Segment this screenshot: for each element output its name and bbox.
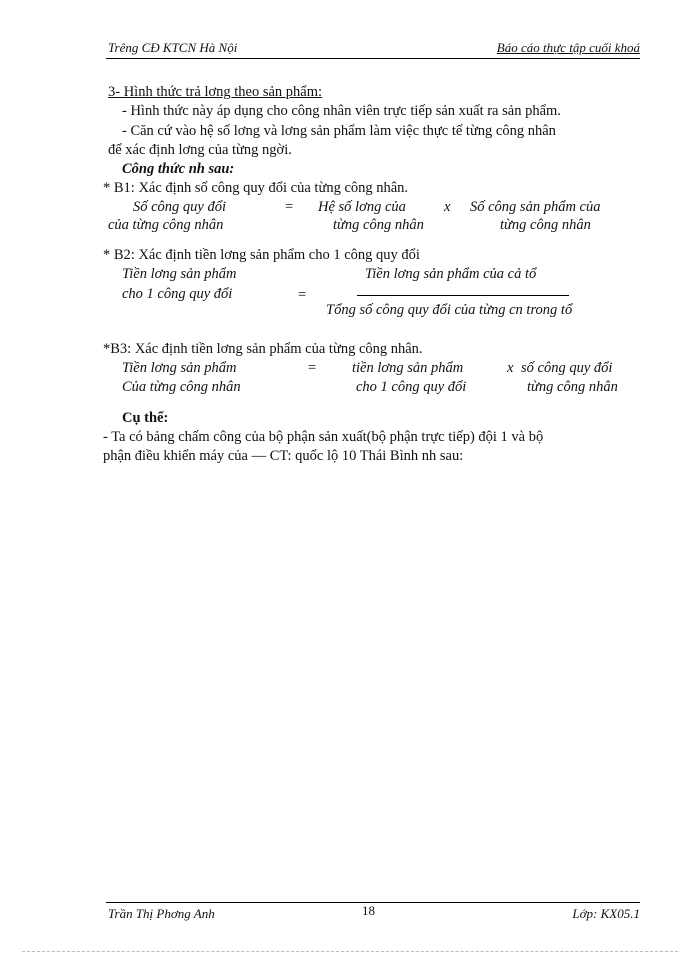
step1-term-a-line1: Hệ số lơng của bbox=[318, 199, 406, 215]
step1-lhs-line1: Số công quy đổi bbox=[133, 199, 227, 215]
page-edge-divider bbox=[22, 951, 678, 952]
step2-title: * B2: Xác định tiền lơng sản phẩm cho 1 công quy đổi bbox=[103, 247, 420, 263]
step3-term-a-line2: cho 1 công quy đổi bbox=[356, 379, 467, 395]
step3-times: x bbox=[507, 360, 514, 376]
step3-lhs-line2: Của từng công nhân bbox=[122, 379, 241, 395]
step1-term-b-line2: từng công nhân bbox=[500, 217, 591, 233]
step2-equals: = bbox=[298, 287, 307, 303]
header-right: Báo cáo thực tập cuối khoá bbox=[496, 40, 640, 55]
step1-term-b-line1: Số công sản phẩm của bbox=[470, 199, 601, 215]
bullet-2-cont: để xác định lơng của từng ngời. bbox=[108, 142, 292, 158]
footer-author: Trần Thị Phơng Anh bbox=[108, 906, 215, 921]
step3-term-b-line1: số công quy đổi bbox=[521, 360, 613, 376]
detail-paragraph-line2: phận điều khiển máy của — CT: quốc lộ 10 Thái Bình nh sau: bbox=[103, 448, 464, 464]
step2-lhs-line2: cho 1 công quy đổi bbox=[122, 286, 233, 302]
step1-term-a-line2: từng công nhân bbox=[333, 217, 424, 233]
step2-fraction-bar bbox=[357, 295, 569, 296]
footer-class: Lớp: KX05.1 bbox=[572, 906, 640, 921]
step3-term-a-line1: tiền lơng sản phẩm bbox=[352, 360, 464, 376]
step3-equals: = bbox=[308, 360, 317, 376]
step1-lhs-line2: của từng công nhân bbox=[108, 217, 224, 233]
step2-numerator: Tiền lơng sản phẩm của cả tổ bbox=[365, 266, 537, 282]
step2-lhs-line1: Tiền lơng sản phẩm bbox=[122, 266, 237, 282]
step2-denominator: Tổng số công quy đổi của từng cn trong tổ bbox=[326, 302, 573, 318]
header-left: Trêng CĐ KTCN Hà Nội bbox=[108, 40, 238, 55]
page-number: 18 bbox=[362, 903, 375, 918]
step1-title: * B1: Xác định số công quy đổi của từng công nhân. bbox=[103, 180, 409, 196]
detail-heading: Cụ thể: bbox=[122, 410, 169, 426]
step1-times: x bbox=[444, 199, 451, 215]
step3-lhs-line1: Tiền lơng sản phẩm bbox=[122, 360, 237, 376]
bullet-1: - Hình thức này áp dụng cho công nhân viên trực tiếp sản xuất ra sản phẩm. bbox=[122, 103, 561, 119]
step3-title: *B3: Xác định tiền lơng sản phẩm của từng công nhân. bbox=[103, 341, 423, 357]
detail-paragraph-line1: - Ta có bảng chấm công của bộ phận sản xuất(bộ phận trực tiếp) đội 1 và bộ bbox=[103, 429, 544, 445]
step1-equals: = bbox=[285, 199, 294, 215]
formula-heading: Công thức nh sau: bbox=[122, 161, 235, 177]
bullet-2: - Căn cứ vào hệ số lơng và lơng sản phẩm làm việc thực tế từng công nhân bbox=[122, 123, 556, 139]
header-rule bbox=[106, 58, 640, 59]
section-title: 3- Hình thức trả lơng theo sản phẩm: bbox=[108, 84, 323, 100]
step3-term-b-line2: từng công nhân bbox=[527, 379, 618, 395]
